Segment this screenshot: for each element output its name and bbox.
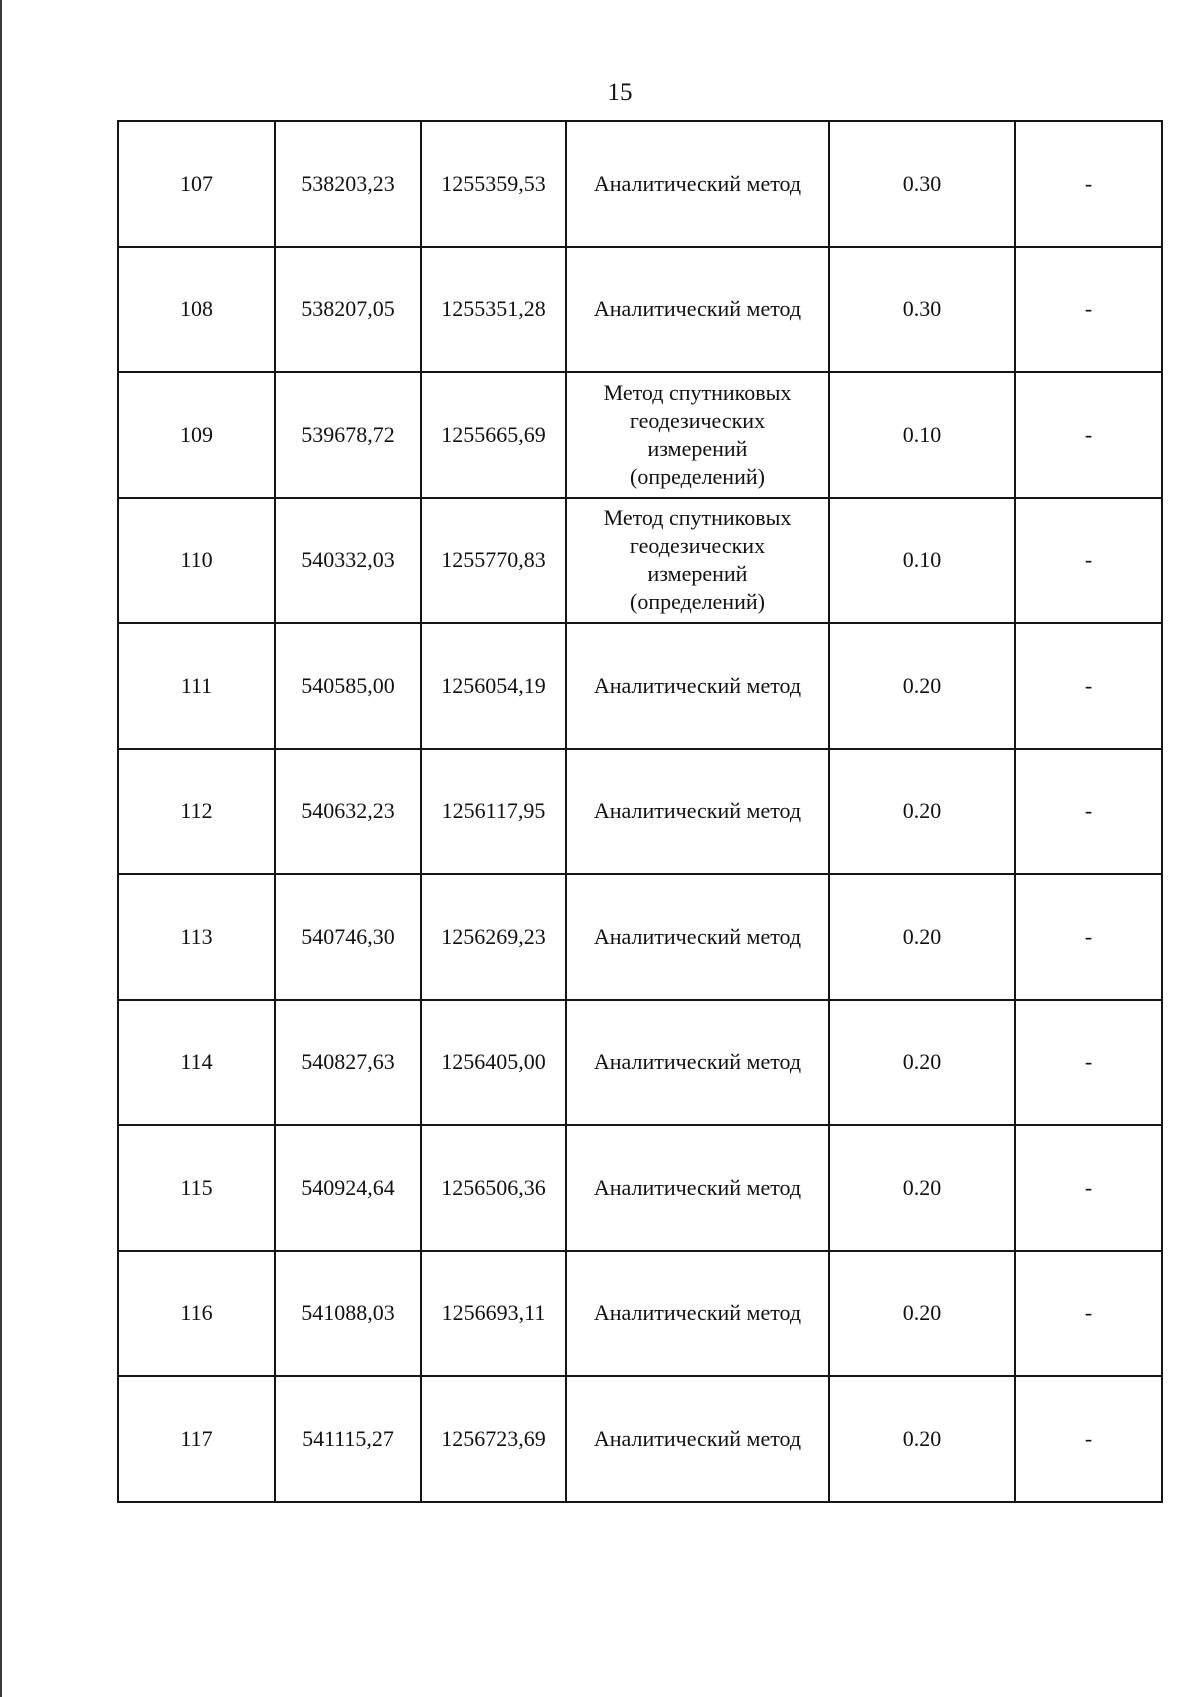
point-number-cell: 110 (118, 498, 275, 624)
y-coordinate-cell: 1256405,00 (421, 1000, 566, 1126)
scan-edge-line (0, 0, 2, 1697)
note-cell: - (1015, 121, 1162, 247)
y-coordinate-cell: 1256269,23 (421, 874, 566, 1000)
method-text: Аналитический метод (593, 1300, 802, 1326)
x-coordinate-cell: 540332,03 (275, 498, 421, 624)
point-number-cell: 116 (118, 1251, 275, 1377)
y-coordinate-cell: 1256693,11 (421, 1251, 566, 1377)
table-row (118, 874, 1162, 1000)
accuracy-cell: 0.20 (829, 1000, 1015, 1126)
accuracy-cell: 0.30 (829, 121, 1015, 247)
note-cell: - (1015, 874, 1162, 1000)
method-cell (566, 1000, 829, 1126)
accuracy-cell: 0.30 (829, 247, 1015, 373)
table-row (118, 372, 1162, 498)
method-cell (566, 874, 829, 1000)
y-coordinate-cell: 1255359,53 (421, 121, 566, 247)
table-row (118, 1125, 1162, 1251)
method-text: Метод спутниковых геодезических измерений (определений) (603, 379, 792, 489)
note-cell: - (1015, 749, 1162, 875)
note-cell: - (1015, 1125, 1162, 1251)
y-coordinate-cell: 1255770,83 (421, 498, 566, 624)
point-number-cell: 117 (118, 1376, 275, 1502)
x-coordinate-cell: 539678,72 (275, 372, 421, 498)
accuracy-cell: 0.20 (829, 1125, 1015, 1251)
point-number-cell: 114 (118, 1000, 275, 1126)
point-number-cell: 107 (118, 121, 275, 247)
method-cell (566, 247, 829, 373)
point-number-cell: 115 (118, 1125, 275, 1251)
y-coordinate-cell: 1256054,19 (421, 623, 566, 749)
method-text: Аналитический метод (593, 1049, 802, 1075)
method-text: Аналитический метод (593, 672, 802, 698)
method-cell (566, 1125, 829, 1251)
method-text: Аналитический метод (593, 170, 802, 196)
method-cell (566, 1376, 829, 1502)
method-cell (566, 623, 829, 749)
table-row (118, 1000, 1162, 1126)
x-coordinate-cell: 540924,64 (275, 1125, 421, 1251)
x-coordinate-cell: 540585,00 (275, 623, 421, 749)
coordinates-table (117, 120, 1163, 1503)
method-text: Метод спутниковых геодезических измерений (определений) (603, 505, 792, 615)
accuracy-cell: 0.20 (829, 1251, 1015, 1377)
note-cell: - (1015, 1251, 1162, 1377)
method-text: Аналитический метод (593, 923, 802, 949)
x-coordinate-cell: 540746,30 (275, 874, 421, 1000)
method-text: Аналитический метод (593, 798, 802, 824)
note-cell: - (1015, 247, 1162, 373)
accuracy-cell: 0.20 (829, 1376, 1015, 1502)
note-cell: - (1015, 623, 1162, 749)
accuracy-cell: 0.10 (829, 372, 1015, 498)
accuracy-cell: 0.10 (829, 498, 1015, 624)
y-coordinate-cell: 1256117,95 (421, 749, 566, 875)
note-cell: - (1015, 1000, 1162, 1126)
table-row (118, 1376, 1162, 1502)
method-cell (566, 1251, 829, 1377)
method-cell (566, 498, 829, 624)
x-coordinate-cell: 538207,05 (275, 247, 421, 373)
method-text: Аналитический метод (593, 296, 802, 322)
table-row (118, 247, 1162, 373)
y-coordinate-cell: 1256506,36 (421, 1125, 566, 1251)
point-number-cell: 111 (118, 623, 275, 749)
point-number-cell: 113 (118, 874, 275, 1000)
coordinates-table-body (118, 121, 1162, 1502)
point-number-cell: 109 (118, 372, 275, 498)
y-coordinate-cell: 1256723,69 (421, 1376, 566, 1502)
note-cell: - (1015, 1376, 1162, 1502)
table-row (118, 121, 1162, 247)
method-text: Аналитический метод (593, 1425, 802, 1451)
point-number-cell: 108 (118, 247, 275, 373)
x-coordinate-cell: 538203,23 (275, 121, 421, 247)
x-coordinate-cell: 541115,27 (275, 1376, 421, 1502)
x-coordinate-cell: 541088,03 (275, 1251, 421, 1377)
accuracy-cell: 0.20 (829, 623, 1015, 749)
method-text: Аналитический метод (593, 1174, 802, 1200)
point-number-cell: 112 (118, 749, 275, 875)
accuracy-cell: 0.20 (829, 749, 1015, 875)
note-cell: - (1015, 498, 1162, 624)
method-cell (566, 121, 829, 247)
table-row (118, 1251, 1162, 1377)
method-cell (566, 749, 829, 875)
table-row (118, 623, 1162, 749)
table-row (118, 749, 1162, 875)
x-coordinate-cell: 540827,63 (275, 1000, 421, 1126)
note-cell: - (1015, 372, 1162, 498)
page-number: 15 (607, 79, 633, 106)
y-coordinate-cell: 1255665,69 (421, 372, 566, 498)
accuracy-cell: 0.20 (829, 874, 1015, 1000)
x-coordinate-cell: 540632,23 (275, 749, 421, 875)
table-row (118, 498, 1162, 624)
method-cell (566, 372, 829, 498)
y-coordinate-cell: 1255351,28 (421, 247, 566, 373)
